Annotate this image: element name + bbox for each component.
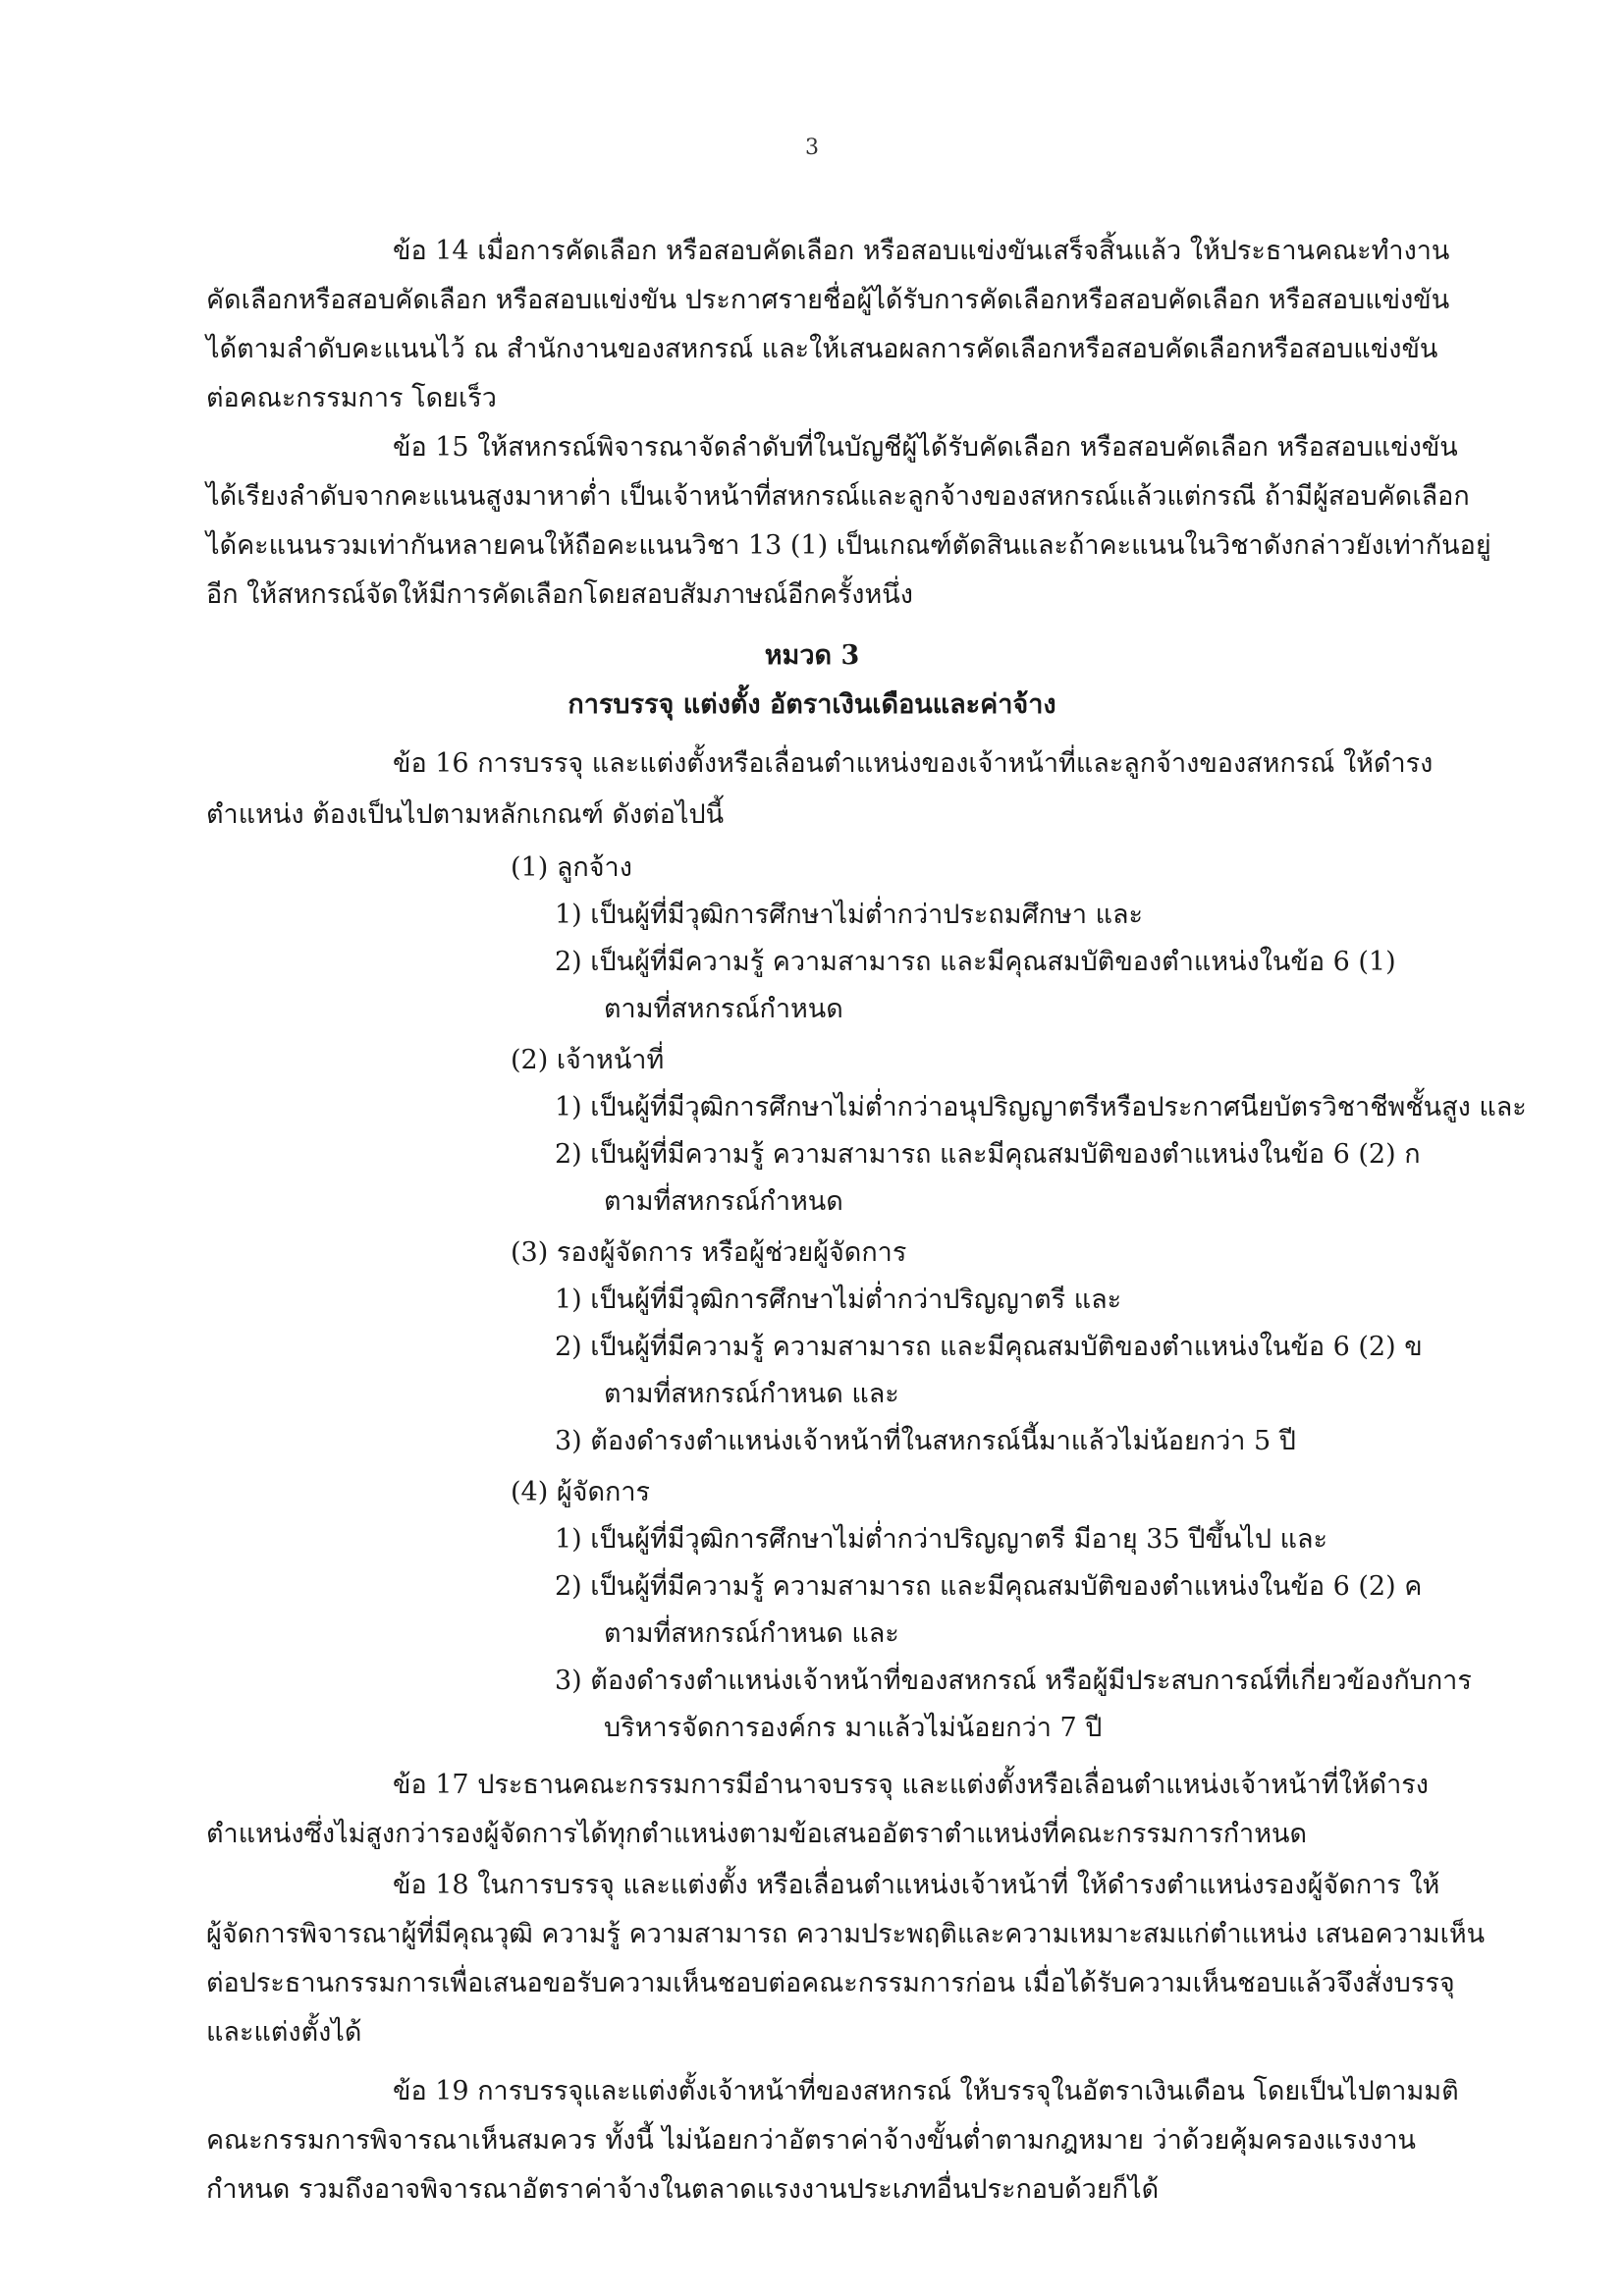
clause-15-line-2: ได้เรียงลำดับจากคะแนนสูงมาหาต่ำ เป็นเจ้าหน้าที่สหกรณ์และลูกจ้างของสหกรณ์แล้วแต่กรณี ถ้ามีผู้สอบคัดเลือก (206, 481, 1470, 512)
clause-14-line-1: ข้อ 14 เมื่อการคัดเลือก หรือสอบคัดเลือก หรือสอบแข่งขันเสร็จสิ้นแล้ว ให้ประธานคณะทำงาน (393, 236, 1450, 266)
chapter-subtitle: การบรรจุ แต่งตั้ง อัตราเงินเดือนและค่าจ้าง (568, 689, 1056, 720)
group-2-item-2: 2) เป็นผู้ที่มีความรู้ ความสามารถ และมีคุณสมบัติของตำแหน่งในข้อ 6 (2) ก (555, 1139, 1421, 1170)
clause-15-line-1: ข้อ 15 ให้สหกรณ์พิจารณาจัดลำดับที่ในบัญชีผู้ได้รับคัดเลือก หรือสอบคัดเลือก หรือสอบแข่งขัน (393, 432, 1458, 463)
clause-19-line-3: กำหนด รวมถึงอาจพิจารณาอัตราค่าจ้างในตลาดแรงงานประเภทอื่นประกอบด้วยก็ได้ (206, 2174, 1160, 2205)
group-1-item-2: 2) เป็นผู้ที่มีความรู้ ความสามารถ และมีคุณสมบัติของตำแหน่งในข้อ 6 (1) (555, 947, 1396, 977)
clause-18-line-4: และแต่งตั้งได้ (206, 2017, 362, 2048)
group-2-item-2-cont: ตามที่สหกรณ์กำหนด (604, 1186, 843, 1217)
clause-18-line-3: ต่อประธานกรรมการเพื่อเสนอขอรับความเห็นชอบต่อคณะกรรมการก่อน เมื่อได้รับความเห็นชอบแล้วจึงสั่งบรรจุ (206, 1968, 1455, 1998)
page-number: 3 (805, 136, 819, 160)
clause-18-line-1: ข้อ 18 ในการบรรจุ และแต่งตั้ง หรือเลื่อนตำแหน่งเจ้าหน้าที่ ให้ดำรงตำแหน่งรองผู้จัดการ ให้ (393, 1870, 1440, 1900)
group-3-item-3: 3) ต้องดำรงตำแหน่งเจ้าหน้าที่ในสหกรณ์นี้มาแล้วไม่น้อยกว่า 5 ปี (555, 1426, 1296, 1456)
group-4-item-3: 3) ต้องดำรงตำแหน่งเจ้าหน้าที่ของสหกรณ์ หรือผู้มีประสบการณ์ที่เกี่ยวข้องกับการ (555, 1666, 1472, 1696)
clause-19-line-2: คณะกรรมการพิจารณาเห็นสมควร ทั้งนี้ ไม่น้อยกว่าอัตราค่าจ้างขั้นต่ำตามกฎหมาย ว่าด้วยคุ้มครองแรงงาน (206, 2125, 1416, 2156)
clause-14-line-4: ต่อคณะกรรมการ โดยเร็ว (206, 383, 497, 413)
clause-14-line-3: ได้ตามลำดับคะแนนไว้ ณ สำนักงานของสหกรณ์ และให้เสนอผลการคัดเลือกหรือสอบคัดเลือกหรือสอบแข่งขัน (206, 334, 1438, 364)
chapter-title: หมวด 3 (764, 640, 860, 671)
clause-16-line-1: ข้อ 16 การบรรจุ และแต่งตั้งหรือเลื่อนตำแหน่งของเจ้าหน้าที่และลูกจ้างของสหกรณ์ ให้ดำรง (393, 748, 1434, 779)
clause-17-line-1: ข้อ 17 ประธานคณะกรรมการมีอำนาจบรรจุ และแต่งตั้งหรือเลื่อนตำแหน่งเจ้าหน้าที่ให้ดำรง (393, 1770, 1429, 1800)
clause-17-line-2: ตำแหน่งซึ่งไม่สูงกว่ารองผู้จัดการได้ทุกตำแหน่งตามข้อเสนออัตราตำแหน่งที่คณะกรรมการกำหนด (206, 1819, 1308, 1849)
group-2-item-1: 1) เป็นผู้ที่มีวุฒิการศึกษาไม่ต่ำกว่าอนุปริญญาตรีหรือประกาศนียบัตรวิชาชีพชั้นสูง และ (555, 1092, 1527, 1122)
clause-14-line-2: คัดเลือกหรือสอบคัดเลือก หรือสอบแข่งขัน ประกาศรายชื่อผู้ได้รับการคัดเลือกหรือสอบคัดเลือก หรือสอบแข่งขัน (206, 285, 1450, 315)
clause-19-line-1: ข้อ 19 การบรรจุและแต่งตั้งเจ้าหน้าที่ของสหกรณ์ ให้บรรจุในอัตราเงินเดือน โดยเป็นไปตามมติ (393, 2076, 1459, 2106)
group-3-item-2-cont: ตามที่สหกรณ์กำหนด และ (604, 1379, 899, 1409)
group-1-item-2-cont: ตามที่สหกรณ์กำหนด (604, 994, 843, 1024)
group-4-label: (4) ผู้จัดการ (511, 1477, 651, 1507)
group-2-label: (2) เจ้าหน้าที่ (511, 1045, 665, 1075)
group-3-label: (3) รองผู้จัดการ หรือผู้ช่วยผู้จัดการ (511, 1237, 907, 1268)
clause-16-line-2: ตำแหน่ง ต้องเป็นไปตามหลักเกณฑ์ ดังต่อไปนี้ (206, 799, 725, 830)
group-3-item-1: 1) เป็นผู้ที่มีวุฒิการศึกษาไม่ต่ำกว่าปริญญาตรี และ (555, 1285, 1122, 1315)
group-3-item-2: 2) เป็นผู้ที่มีความรู้ ความสามารถ และมีคุณสมบัติของตำแหน่งในข้อ 6 (2) ข (555, 1332, 1423, 1362)
group-4-item-2-cont: ตามที่สหกรณ์กำหนด และ (604, 1618, 899, 1649)
group-4-item-2: 2) เป็นผู้ที่มีความรู้ ความสามารถ และมีคุณสมบัติของตำแหน่งในข้อ 6 (2) ค (555, 1571, 1423, 1602)
group-1-label: (1) ลูกจ้าง (511, 852, 632, 883)
group-4-item-3-cont: บริหารจัดการองค์กร มาแล้วไม่น้อยกว่า 7 ปี (604, 1713, 1103, 1743)
group-1-item-1: 1) เป็นผู้ที่มีวุฒิการศึกษาไม่ต่ำกว่าประถมศึกษา และ (555, 900, 1144, 930)
clause-15-line-4: อีก ให้สหกรณ์จัดให้มีการคัดเลือกโดยสอบสัมภาษณ์อีกครั้งหนึ่ง (206, 579, 913, 610)
clause-18-line-2: ผู้จัดการพิจารณาผู้ที่มีคุณวุฒิ ความรู้ ความสามารถ ความประพฤติและความเหมาะสมแก่ตำแหน่ง เสนอความเห็น (206, 1919, 1486, 1949)
clause-15-line-3: ได้คะแนนรวมเท่ากันหลายคนให้ถือคะแนนวิชา 13 (1) เป็นเกณฑ์ตัดสินและถ้าคะแนนในวิชาดังกล่าวยังเท่ากันอยู่ (206, 530, 1491, 561)
group-4-item-1: 1) เป็นผู้ที่มีวุฒิการศึกษาไม่ต่ำกว่าปริญญาตรี มีอายุ 35 ปีขึ้นไป และ (555, 1524, 1328, 1555)
